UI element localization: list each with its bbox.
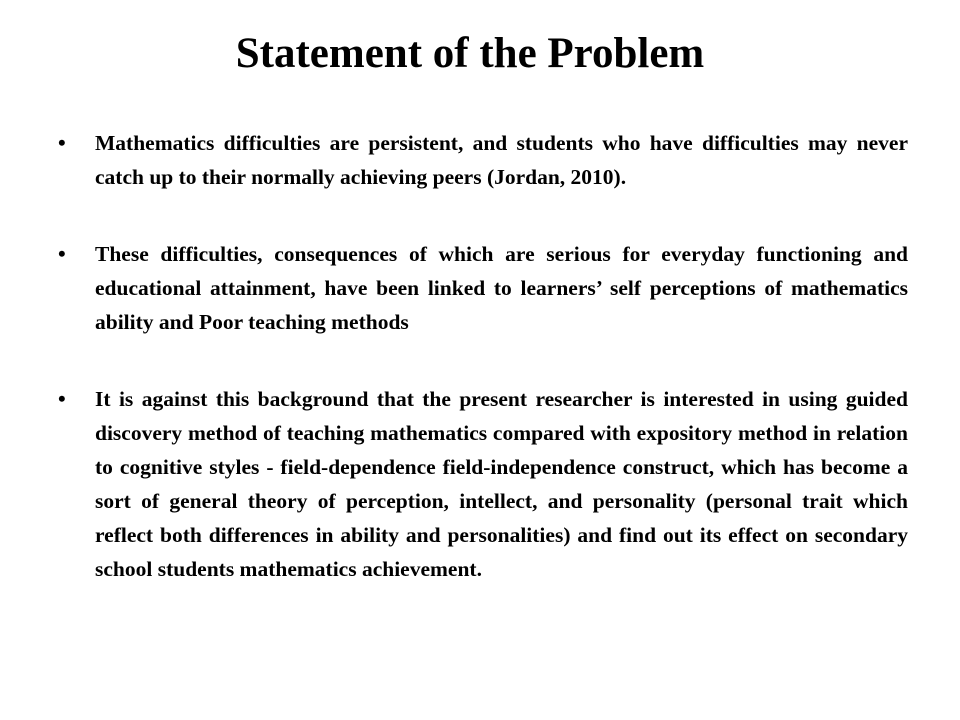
bullet-dot-icon: • — [58, 130, 66, 155]
bullet-text: These difficulties, consequences of which are serious for everyday functioning and educational attainment, have been linked to learners’ self perceptions of mathematics ability and Poor teaching methods — [95, 242, 908, 334]
bullet-dot-icon: • — [58, 241, 66, 266]
bullet-item — [58, 382, 908, 586]
slide-title: Statement of the Problem — [235, 30, 705, 77]
bullet-item — [58, 237, 908, 339]
bullet-text: It is against this background that the present researcher is interested in using guided discovery method of teaching mathematics compared with expository method in relation to cognitive styles - field-dependence field-independence construct, which has become a sort of general theory of perception, intellect, and personality (personal trait which reflect both differences in ability and personalities) and find out its effect on secondary school students mathematics achievement. — [95, 387, 908, 581]
bullet-item — [58, 126, 908, 194]
bullet-list — [58, 126, 908, 586]
bullet-dot-icon: • — [58, 386, 66, 411]
bullet-text: Mathematics difficulties are persistent, and students who have difficulties may never catch up to their normally achieving peers (Jordan, 2010). — [95, 131, 908, 189]
